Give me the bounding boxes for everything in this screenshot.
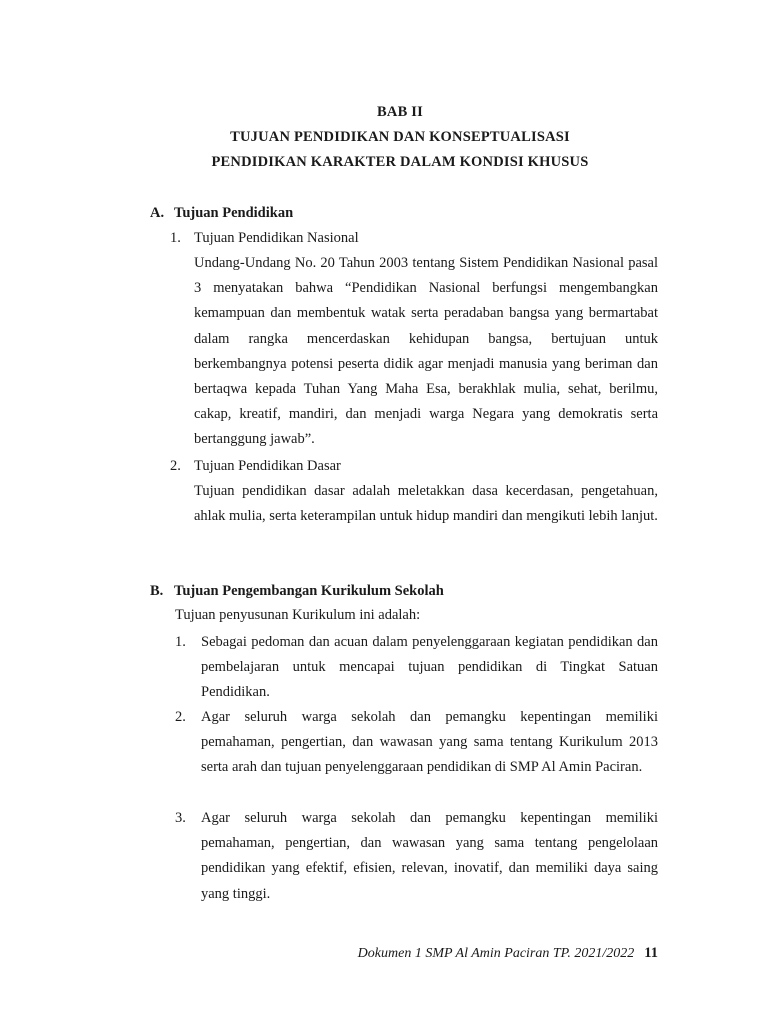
sub-item-2-body: Tujuan pendidikan dasar adalah meletakkan dasa kecerdasan, pengetahuan, ahlak mulia, serta keterampilan untuk hidup mandiri dan mengikuti lebih lanjut. — [194, 483, 658, 525]
section-a-letter: A. — [150, 205, 165, 221]
section-b-intro: Tujuan penyusunan Kurikulum ini adalah: — [175, 607, 421, 623]
chapter-title-line-2: PENDIDIKAN KARAKTER DALAM KONDISI KHUSUS — [211, 154, 589, 170]
section-b-title: Tujuan Pengembangan Kurikulum Sekolah — [174, 583, 444, 599]
list-item-1-number: 1. — [175, 634, 186, 650]
sub-item-2-heading — [170, 458, 341, 475]
sub-item-1-heading — [170, 230, 359, 247]
list-item-3-number: 3. — [175, 810, 186, 826]
chapter-label: BAB II — [377, 104, 423, 120]
list-item-2-text: Agar seluruh warga sekolah dan pemangku kepentingan memiliki pemahaman, pengertian, dan wawasan yang sama tentang Kurikulum 2013 serta arah dan tujuan penyelenggaraan pendidikan di SMP Al Amin Paciran. — [201, 709, 658, 776]
sub-item-1-body: Undang-Undang No. 20 Tahun 2003 tentang Sistem Pendidikan Nasional pasal 3 menyatakan bahwa “Pendidikan Nasional berfungsi mengembangkan kemampuan dan membentuk watak serta peradaban bangsa yang bermartabat dalam rangka mencerdaskan kehidupan bangsa, bertujuan untuk berkembangnya potensi peserta didik agar menjadi manusia yang beriman dan bertaqwa kepada Tuhan Yang Maha Esa, berakhlak mulia, sehat, berilmu, cakap, kreatif, mandiri, dan menjadi warga Negara yang demokratis serta bertanggung jawab”. — [194, 255, 658, 448]
list-item-2 — [175, 705, 658, 781]
section-a-title: Tujuan Pendidikan — [174, 205, 294, 221]
footer-document-label: Dokumen 1 SMP Al Amin Paciran TP. 2021/2022 — [357, 946, 635, 961]
page-footer — [330, 945, 658, 962]
list-item-3 — [175, 806, 658, 907]
sub-item-1-title: Tujuan Pendidikan Nasional — [194, 230, 359, 246]
sub-item-2-title: Tujuan Pendidikan Dasar — [194, 458, 341, 474]
chapter-title-line-1: TUJUAN PENDIDIKAN DAN KONSEPTUALISASI — [230, 129, 570, 145]
list-item-1-text: Sebagai pedoman dan acuan dalam penyelenggaraan kegiatan pendidikan dan pembelajaran untuk mencapai tujuan pendidikan di Tingkat Satuan Pendidikan. — [201, 634, 658, 701]
section-b-letter: B. — [150, 583, 164, 599]
list-item-3-text: Agar seluruh warga sekolah dan pemangku kepentingan memiliki pemahaman, pengertian, dan wawasan yang sama tentang pengelolaan pendidikan yang efektif, efisien, relevan, inovatif, dan memiliki daya saing yang tinggi. — [201, 810, 658, 902]
page-number: 11 — [644, 945, 658, 961]
list-item-1 — [175, 630, 658, 706]
sub-item-1-number: 1. — [170, 230, 181, 246]
section-b-heading — [150, 583, 444, 600]
sub-item-2-number: 2. — [170, 458, 181, 474]
section-a-heading — [150, 205, 293, 222]
list-item-2-number: 2. — [175, 709, 186, 725]
